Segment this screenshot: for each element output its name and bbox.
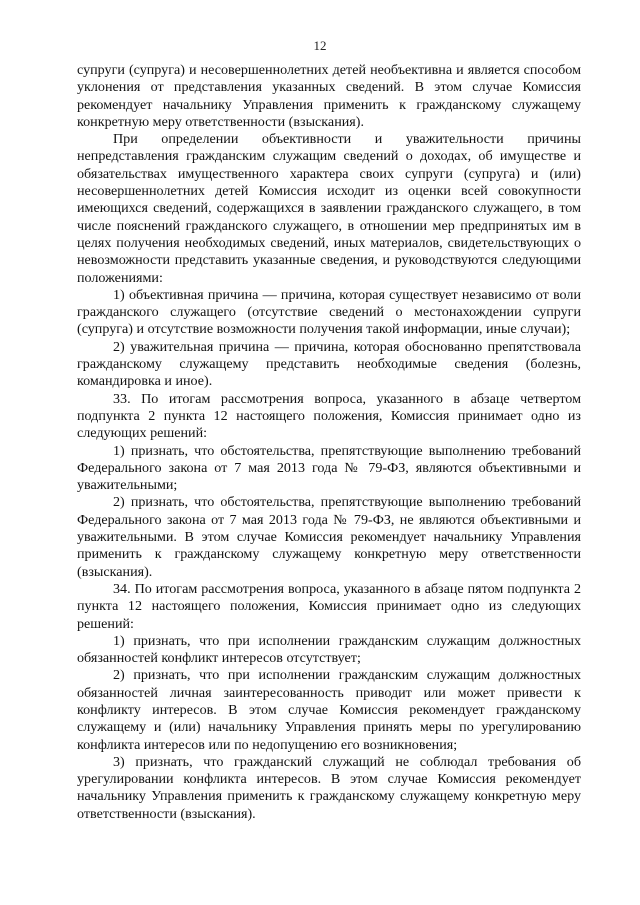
list-item: 1) признать, что при исполнении гражданским служащим должностных обязанностей конфликт интересов отсутствует; xyxy=(77,632,581,667)
page-number: 12 xyxy=(313,38,327,53)
list-item: 2) признать, что обстоятельства, препятствующие выполнению требований Федерального закона от 7 мая 2013 года № 79-ФЗ, не являются объективными и уважительными. В этом случае Комиссия рекомендует начальнику Управления применить к гражданскому служащему конкретную меру ответственности (взыскания). xyxy=(77,494,581,580)
paragraph: 34. По итогам рассмотрения вопроса, указанного в абзаце пятом подпункта 2 пункта 12 настоящего положения, Комиссия принимает одно из следующих решений: xyxy=(77,580,581,632)
body-text xyxy=(77,62,581,823)
list-item: 1) объективная причина — причина, которая существует независимо от воли гражданского служащего (отсутствие сведений о местонахождении супруги (супруга) и отсутствие возможности получения такой информации, иные случаи); xyxy=(77,286,581,338)
paragraph: супруги (супруга) и несовершеннолетних детей необъективна и является способом уклонения от представления указанных сведений. В этом случае Комиссия рекомендует начальнику Управления применить к гражданскому служащему конкретную меру ответственности (взыскания). xyxy=(77,62,581,130)
list-item: 1) признать, что обстоятельства, препятствующие выполнению требований Федерального закона от 7 мая 2013 года № 79-ФЗ, являются объективными и уважительными; xyxy=(77,442,581,494)
paragraph: 33. По итогам рассмотрения вопроса, указанного в абзаце четвертом подпункта 2 пункта 12 настоящего положения, Комиссия принимает одно из следующих решений: xyxy=(77,390,581,442)
paragraph: При определении объективности и уважительности причины непредставления гражданским служащим сведений о доходах, об имуществе и обязательствах имущественного характера своих супруги (супруга) и (или) несовершеннолетних детей Комиссия исходит из оценки всей совокупности имеющихся сведений, содержащихся в заявлении гражданского служащего, в том числе пояснений гражданского служащего, в отношении мер предпринятых им в целях получения необходимых сведений, иных материалов, свидетельствующих о невозможности представить указанные сведения, и руководствуются следующими положениями: xyxy=(77,131,581,286)
list-item: 2) уважительная причина — причина, которая обоснованно препятствовала гражданскому служащему представить необходимые сведения (болезнь, командировка и иное). xyxy=(77,338,581,390)
list-item: 2) признать, что при исполнении гражданским служащим должностных обязанностей личная заинтересованность приводит или может привести к конфликту интересов. В этом случае Комиссия рекомендует гражданскому служащему и (или) начальнику Управления принять меры по урегулированию конфликта интересов или по недопущению его возникновения; xyxy=(77,667,581,753)
list-item: 3) признать, что гражданский служащий не соблюдал требования об урегулировании конфликта интересов. В этом случае Комиссия рекомендует начальнику Управления применить к гражданскому служащему конкретную меру ответственности (взыскания). xyxy=(77,753,581,822)
